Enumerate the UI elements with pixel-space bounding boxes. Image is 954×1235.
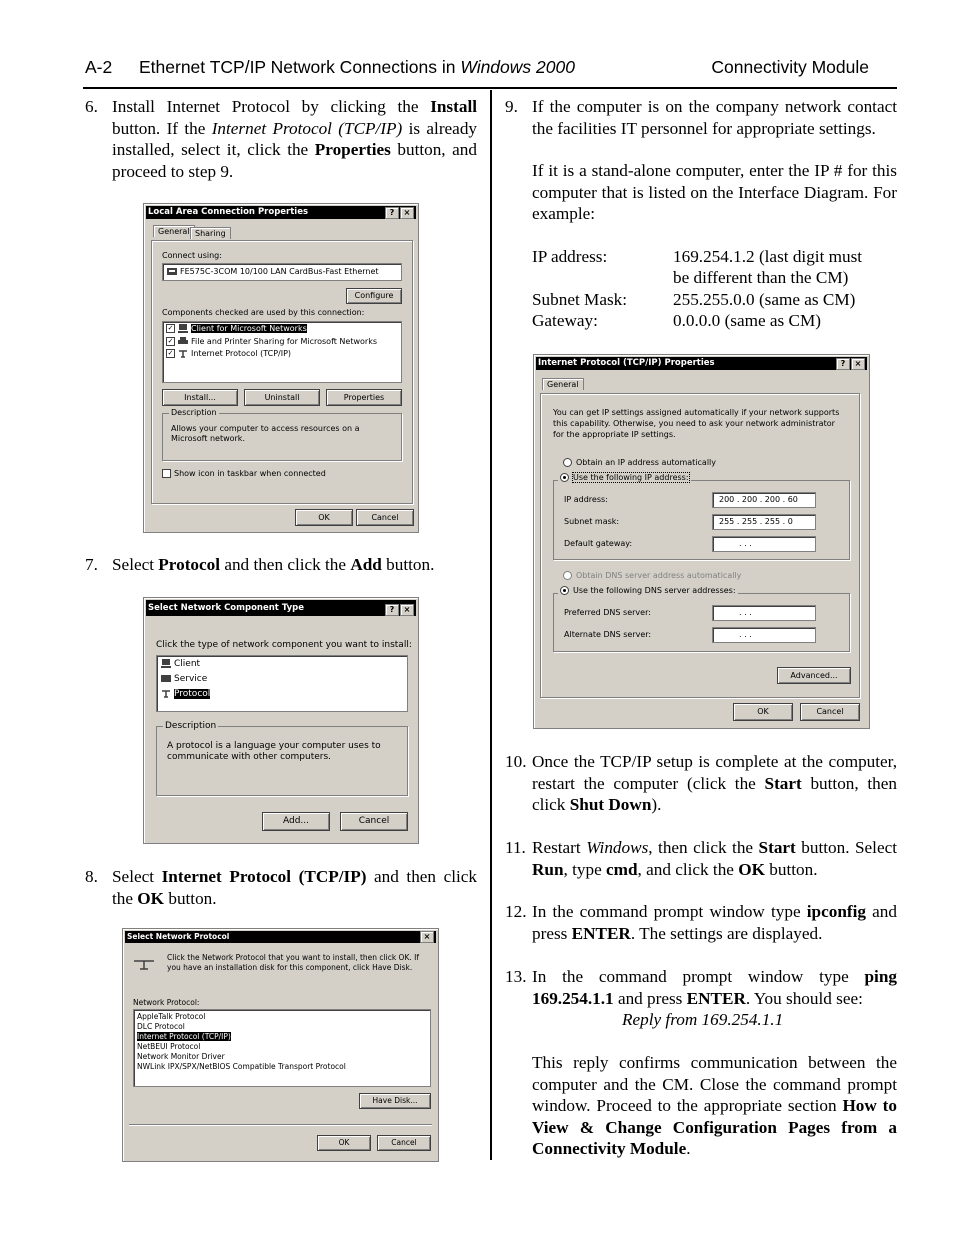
chapter-title: Ethernet TCP/IP Network Connections in Windows 2000 xyxy=(139,57,575,77)
protocol-list[interactable] xyxy=(133,1009,431,1087)
description-group: Description Allows your computer to access resources on a Microsoft network. xyxy=(162,413,402,461)
protocol-icon xyxy=(161,689,171,698)
components-list[interactable] xyxy=(162,321,402,383)
list-item[interactable]: Internet Protocol (TCP/IP) xyxy=(137,1032,231,1041)
list-item[interactable]: DLC Protocol xyxy=(137,1022,185,1031)
configure-button[interactable]: Configure xyxy=(346,288,402,304)
ip-address-label: IP address: xyxy=(564,495,608,504)
help-button[interactable]: ? xyxy=(385,604,399,616)
description-group: Description A protocol is a language your computer uses to communicate with other computers. xyxy=(156,726,408,796)
list-label: Network Protocol: xyxy=(133,998,200,1007)
separator xyxy=(129,1124,432,1125)
subnet-mask-value: 255.255.0.0 (same as CM) xyxy=(673,290,856,309)
description-text: Allows your computer to access resources on a Microsoft network. xyxy=(171,424,360,443)
ok-button[interactable]: OK xyxy=(295,509,353,526)
add-button[interactable]: Add... xyxy=(262,812,330,831)
page-number: A-2 xyxy=(85,57,113,77)
instructions-text: Click the Network Protocol that you want to install, then click OK. If you have an installation disk for this component, click Have Disk. xyxy=(167,953,420,972)
preferred-dns-label: Preferred DNS server: xyxy=(564,608,651,617)
list-item[interactable]: ✓ Internet Protocol (TCP/IP) xyxy=(167,349,292,358)
components-label: Components checked are used by this connection: xyxy=(162,308,365,317)
checkbox[interactable]: ✓ xyxy=(167,337,174,345)
local-area-connection-dialog xyxy=(143,203,419,533)
column-divider xyxy=(490,90,492,1160)
install-button[interactable]: Install... xyxy=(162,389,238,406)
module-name: Connectivity Module xyxy=(711,57,869,77)
gateway-label: Gateway: xyxy=(532,311,598,330)
have-disk-button[interactable]: Have Disk... xyxy=(359,1093,431,1109)
header-rule xyxy=(83,87,897,89)
use-ip-option[interactable]: Use the following IP address: xyxy=(558,473,691,482)
radio[interactable] xyxy=(563,458,572,467)
uninstall-button[interactable]: Uninstall xyxy=(244,389,320,406)
default-gateway-label: Default gateway: xyxy=(564,539,633,548)
cancel-button[interactable]: Cancel xyxy=(356,509,414,526)
list-item[interactable]: NWLink IPX/SPX/NetBIOS Compatible Transport Protocol xyxy=(137,1062,346,1071)
default-gateway-field[interactable]: . . . xyxy=(712,536,816,552)
tcpip-properties-dialog xyxy=(533,354,870,729)
dialog-title-bar: Local Area Connection Properties ? × xyxy=(146,206,416,219)
radio[interactable] xyxy=(560,586,569,595)
advanced-button[interactable]: Advanced... xyxy=(777,667,851,684)
adapter-box xyxy=(162,263,402,281)
help-button[interactable]: ? xyxy=(385,207,399,219)
network-card-icon xyxy=(167,267,177,276)
ip-address-group xyxy=(553,473,850,560)
tab-general[interactable]: General xyxy=(153,225,195,237)
client-icon xyxy=(161,659,171,668)
computer-icon xyxy=(178,324,188,333)
list-item[interactable]: Service xyxy=(161,674,207,684)
preferred-dns-field[interactable]: . . . xyxy=(712,605,816,621)
list-item[interactable]: ✓ File and Printer Sharing for Microsoft Networks xyxy=(167,337,377,346)
cancel-button[interactable]: Cancel xyxy=(377,1135,431,1151)
ip-value: 169.254.1.2 (last digit must xyxy=(673,247,863,266)
properties-button[interactable]: Properties xyxy=(326,389,402,406)
dialog-title-bar: Select Network Component Type ? × xyxy=(146,600,416,616)
close-button[interactable]: × xyxy=(420,931,434,943)
general-panel xyxy=(151,240,413,504)
cancel-button[interactable]: Cancel xyxy=(340,812,408,831)
prompt-text: Click the type of network component you want to install: xyxy=(156,640,412,650)
radio[interactable] xyxy=(560,473,569,482)
list-item[interactable]: Network Monitor Driver xyxy=(137,1052,225,1061)
ok-button[interactable]: OK xyxy=(317,1135,371,1151)
subnet-mask-label: Subnet mask: xyxy=(564,517,620,526)
dialog-title-bar: Internet Protocol (TCP/IP) Properties ? × xyxy=(536,357,867,370)
help-button[interactable]: ? xyxy=(836,358,850,370)
reply-text: Reply from 169.254.1.1 xyxy=(622,1010,784,1029)
ip-address-field[interactable]: 200 . 200 . 200 . 60 xyxy=(712,492,816,508)
obtain-dns-option[interactable]: Obtain DNS server address automatically xyxy=(563,571,741,580)
adapter-name: FE575C-3COM 10/100 LAN CardBus-Fast Ethernet xyxy=(180,267,379,276)
radio[interactable] xyxy=(563,571,572,580)
service-icon xyxy=(161,674,171,683)
intro-text: You can get IP settings assigned automatically if your network supports this capability. Otherwise, you need to ask your network administrator for the appropriate IP settings. xyxy=(553,408,840,439)
obtain-ip-option[interactable]: Obtain an IP address automatically xyxy=(563,458,716,467)
close-button[interactable]: × xyxy=(400,207,414,219)
protocol-icon xyxy=(178,349,188,358)
select-network-protocol-dialog xyxy=(122,928,439,1162)
general-panel xyxy=(540,393,860,698)
close-button[interactable]: × xyxy=(400,604,414,616)
checkbox[interactable] xyxy=(162,469,171,478)
use-dns-option[interactable]: Use the following DNS server addresses: xyxy=(558,586,738,595)
dns-group xyxy=(553,586,850,652)
list-item[interactable]: NetBEUI Protocol xyxy=(137,1042,201,1051)
tab-general[interactable]: General xyxy=(542,378,584,390)
show-icon-option[interactable]: Show icon in taskbar when connected xyxy=(162,469,326,478)
list-item[interactable]: Protocol xyxy=(161,689,210,699)
list-item[interactable]: AppleTalk Protocol xyxy=(137,1012,206,1021)
close-button[interactable]: × xyxy=(851,358,865,370)
cancel-button[interactable]: Cancel xyxy=(800,703,860,721)
checkbox[interactable]: ✓ xyxy=(167,324,174,332)
select-component-type-dialog xyxy=(143,597,419,844)
checkbox[interactable]: ✓ xyxy=(167,349,174,357)
connect-using-label: Connect using: xyxy=(162,251,222,260)
subnet-mask-field[interactable]: 255 . 255 . 255 . 0 xyxy=(712,514,816,530)
alternate-dns-label: Alternate DNS server: xyxy=(564,630,652,639)
component-type-list[interactable] xyxy=(156,655,408,712)
network-protocol-icon xyxy=(133,957,155,971)
alternate-dns-field[interactable]: . . . xyxy=(712,627,816,643)
document-page: A-2 Ethernet TCP/IP Network Connections in Windows 2000 Connectivity Module 6. Install Internet Protocol by clicking the Install button. If the Internet Protocol (TCP/IP) is already installed, select it, click the Properties button, and proceed to step 9. Local Area Connection Properties ? × General Sharing Connect using: FE575C-3COM 10/100 LAN CardBus-Fast Ethernet Configure Components checked are used by this connection: ✓ Client for Microsoft Networks ✓ File and Printer Sharing for Microsoft Networks ✓ Internet Protocol (TCP/IP) Install... Uninstall Properties Description Allows your computer to access resources on a Microsoft network. Show icon in taskbar when connected OK Cancel 7. Select Protocol and then click the Add button. Select Network Component Type ? × Click the type of network component you want to install: Client Service Protocol Description A protocol is a language your computer uses to communicate with other computers. Add... Cancel 8. Select Internet Protocol (TCP/IP) and then click the OK button. Select Network Protocol × Click the Network Protocol that you want to install, then click OK. If you have an installation disk for this component, click Have Disk. Network Protocol: AppleTalk Protocol DLC Protocol Internet Protocol (TCP/IP) NetBEUI Protocol Network Monitor Driver NWLink IPX/SPX/NetBIOS Compatible Transport Protocol Have Disk... OK Cancel 9. If the computer is on the company network contact the facilities IT personnel for appropriate settings. If it is a stand-alone computer, enter the IP # for this computer that is listed on the Interface Diagram. For example: IP address: 169.254.1.2 (last digit must be different than the CM) Subnet Mask: 255.255.0.0 (same as CM) Gateway: 0.0.0.0 (same as CM) Internet Protocol (TCP/IP) Properties ? × General You can get IP settings assigned automatically if your network supports this capability. Otherwise, you need to ask your network administrator for the appropriate IP settings. Obtain an IP address automatically Use the following IP address: IP address: 200 . 200 . 200 . 60 Subnet mask: 255 . 255 . 255 . 0 Default gateway: . . . Obtain DNS server address automatically Use the following DNS server addresses: Preferred DNS server: . . . Alternate DNS server: . . . Advanced... OK Cancel 10. Once the TCP/IP setup is complete at the computer, restart the computer (click the Start button, then click Shut Down). 11. Restart Windows, then click the Start button. Select Run, type cmd, and click the OK button. 12. In the command prompt window type ipconfig and press ENTER. The settings are displayed. 13. In the command prompt window type ping 169.254.1.1 and press ENTER. You should see: Reply from 169.254.1.1 This reply confirms communication between the computer and the CM. Close the command prompt window. Proceed to the appropriate section How to View & Change Configuration Pages from a Connectivity Module. xyxy=(0,0,954,1235)
tab-sharing[interactable]: Sharing xyxy=(190,227,231,239)
ip-value-note: be different than the CM) xyxy=(673,268,849,287)
description-text: A protocol is a language your computer uses to communicate with other computers. xyxy=(167,741,381,762)
ip-label: IP address: xyxy=(532,247,608,266)
page-header xyxy=(85,57,871,79)
printer-icon xyxy=(178,337,188,346)
subnet-mask-label: Subnet Mask: xyxy=(532,290,628,309)
list-item[interactable]: Client xyxy=(161,659,200,669)
list-item[interactable]: ✓ Client for Microsoft Networks xyxy=(167,324,307,333)
gateway-value: 0.0.0.0 (same as CM) xyxy=(673,311,821,330)
dialog-title-bar: Select Network Protocol × xyxy=(125,931,436,943)
ok-button[interactable]: OK xyxy=(733,703,793,721)
